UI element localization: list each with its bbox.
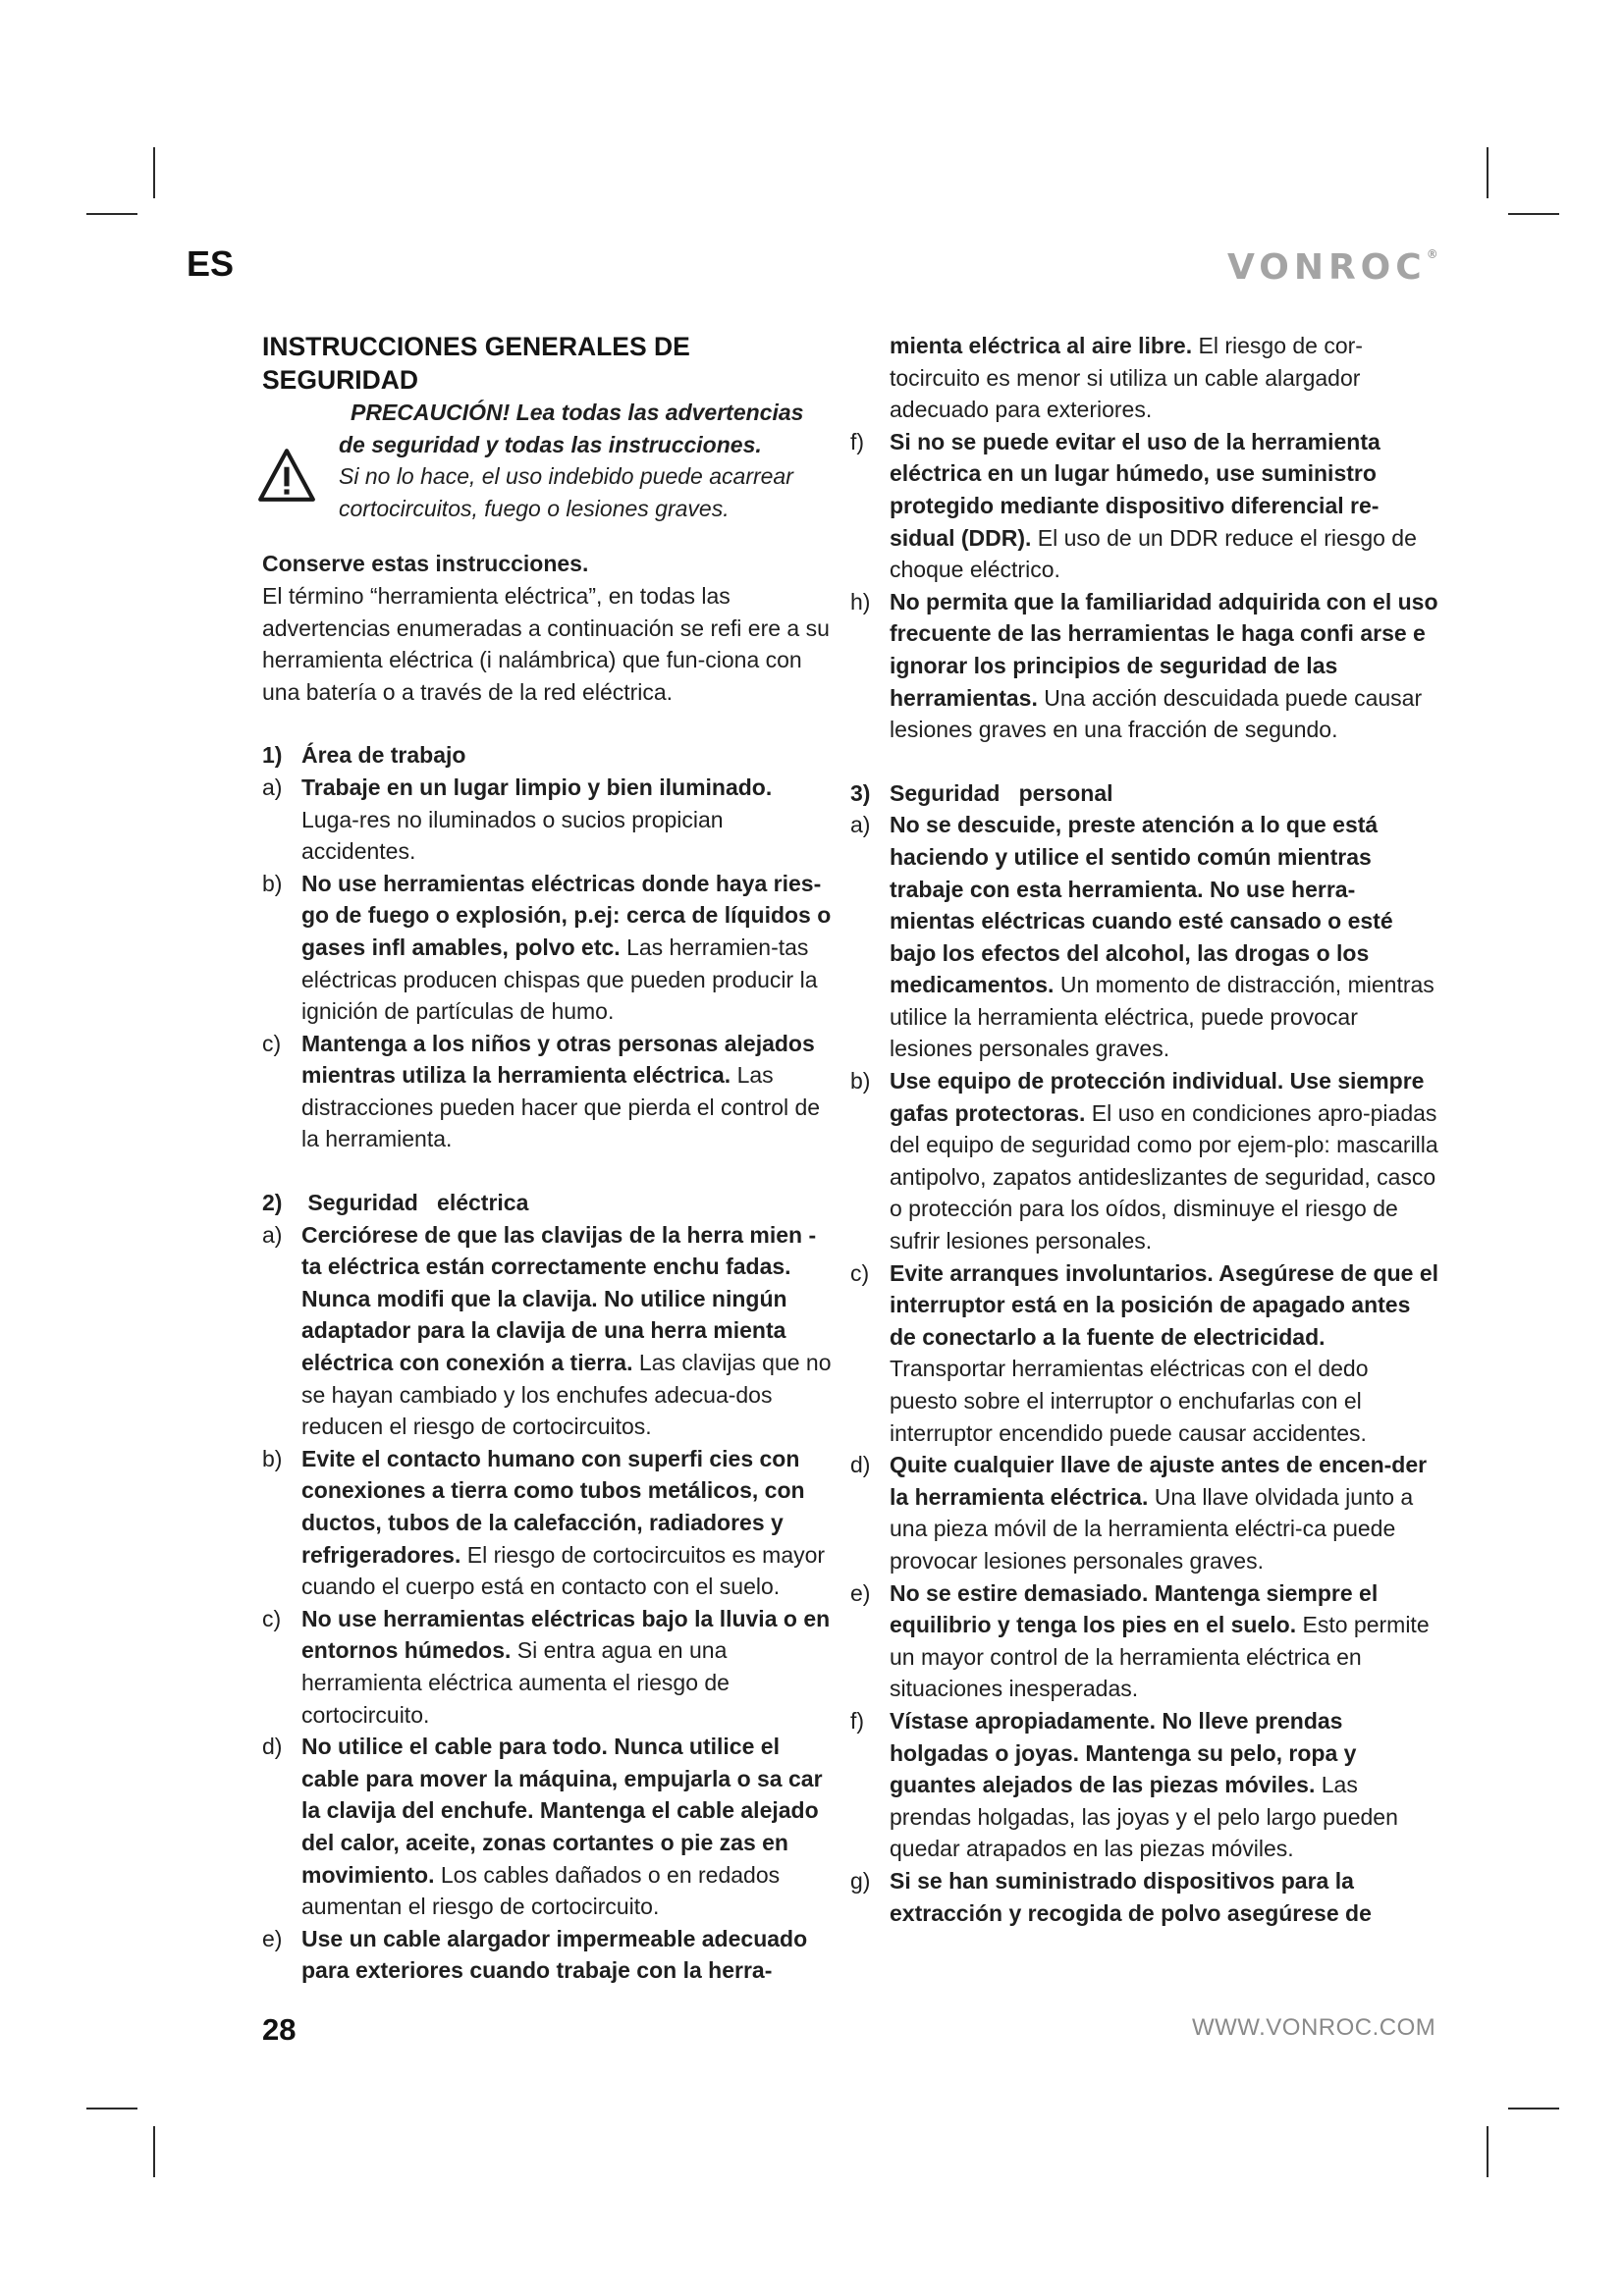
list-item: c) Evite arranques involuntarios. Asegúrese de que el interruptor está en la posición de apagado antes de conectarlo a la fuente de electricidad. Transportar herramientas eléctricas con el dedo puesto sobre el interruptor o enchufarlas con el interruptor encendido puede causar accidentes. — [850, 1259, 1438, 1446]
list-item: h) No permita que la familiaridad adquirida con el uso frecuente de las herramientas le haga confi arse e ignorar los principios de seguridad de las herramientas. Una acción descuidada puede causar lesiones graves en una fracción de segundo. — [850, 588, 1438, 743]
warning-detail-2: cortocircuitos, fuego o lesiones graves. — [339, 495, 730, 521]
list-item: b) No use herramientas eléctricas donde haya ries-go de fuego o explosión, p.ej: cerca de líquidos o gases infl amables, polvo etc. Las herramien-tas eléctricas producen chispas que pueden producir la ignición de partículas de humo. — [262, 870, 832, 1025]
crop-mark — [1487, 2126, 1489, 2177]
warning-triangle-icon — [256, 446, 317, 505]
list-item: b) Evite el contacto humano con superfi cies con conexiones a tierra como tubos metálicos, con ductos, tubos de la calefacción, radiadores y refrigeradores. El riesgo de cortocircuitos es mayor cuando el cuerpo está en contacto con el suelo. — [262, 1445, 826, 1600]
language-code: ES — [187, 243, 235, 284]
keep-instructions: Conserve estas instrucciones. — [262, 551, 589, 577]
list-item: a) No se descuide, preste atención a lo que está haciendo y utilice el sentido común mientras trabaje con esta herramienta. No use herra-mientas eléctricas cuando esté cansado o esté bajo los efectos del alcohol, las drogas o los medicamentos. Un momento de distracción, mientras utilice la herramienta eléctrica, puede provocar lesiones personales graves. — [850, 812, 1435, 1062]
page-number: 28 — [262, 2012, 297, 2047]
list-item: c) Mantenga a los niños y otras personas alejados mientras utiliza la herramienta eléctrica. Las distracciones pueden hacer que pierda el control de la herramienta. — [262, 1030, 821, 1152]
section-heading-1: 1) Área de trabajo — [262, 742, 466, 769]
website-url: WWW.VONROC.COM — [1192, 2014, 1436, 2041]
list-item: g) Si se han suministrado dispositivos para la extracción y recogida de polvo asegúrese de — [850, 1867, 1372, 1926]
brand-name: VONROC — [1227, 247, 1427, 288]
brand-logo — [1227, 247, 1438, 288]
list-item: f) Vístase apropiadamente. No lleve prendas holgadas o joyas. Mantenga su pelo, ropa y guantes alejados de las piezas móviles. Las prendas holgadas, las joyas y el pelo largo pueden quedar atrapados en las piezas móviles. — [850, 1707, 1398, 1862]
list-item-continuation: mienta eléctrica al aire libre. El riesgo de cor-tocircuito es menor si utiliza un cable alargador adecuado para exteriores. — [890, 333, 1363, 423]
section-heading-2: 2) Seguridad eléctrica — [262, 1190, 529, 1216]
intro-paragraph: El término “herramienta eléctrica”, en todas las advertencias enumeradas a continuación se refi ere a su herramienta eléctrica (i nalámbrica) que fun-ciona con una batería o a través de la red eléctrica. — [262, 582, 830, 705]
crop-mark — [1487, 147, 1489, 198]
crop-mark — [86, 213, 137, 215]
crop-mark — [153, 147, 155, 198]
right-column — [850, 330, 1439, 1929]
list-item: b) Use equipo de protección individual. Use siempre gafas protectoras. El uso en condiciones apro-piadas del equipo de seguridad como por ejem-plo: mascarilla antipolvo, zapatos antideslizantes de seguridad, casco o protección para los oídos, disminuye el riesgo de sufrir lesiones personales. — [850, 1068, 1438, 1255]
list-item: a) Trabaje en un lugar limpio y bien iluminado. Luga-res no iluminados o sucios propician accidentes. — [262, 774, 773, 865]
list-item: d) No utilice el cable para todo. Nunca utilice el cable para mover la máquina, empujarla o sa car la clavija del enchufe. Mantenga el cable alejado del calor, aceite, zonas cortantes o pie zas en movimiento. Los cables dañados o en redados aumentan el riesgo de cortocircuito. — [262, 1734, 823, 1920]
warning-text — [339, 397, 803, 524]
crop-mark — [1508, 2108, 1559, 2109]
crop-mark — [86, 2108, 137, 2109]
list-item: d) Quite cualquier llave de ajuste antes de encen-der la herramienta eléctrica. Una llave olvidada junto a una pieza móvil de la herramienta eléctri-ca puede provocar lesiones personales graves. — [850, 1452, 1428, 1574]
trademark-symbol: ® — [1426, 247, 1438, 261]
list-item: e) No se estire demasiado. Mantenga siempre el equilibrio y tenga los pies en el suelo. Esto permite un mayor control de la herramienta eléctrica en situaciones inesperadas. — [850, 1579, 1430, 1702]
warning-heading: PRECAUCIÓN! Lea todas las advertencias — [351, 400, 804, 425]
crop-mark — [1508, 213, 1559, 215]
list-item: c) No use herramientas eléctricas bajo la lluvia o en entornos húmedos. Si entra agua en una herramienta eléctrica aumenta el riesgo de cortocircuito. — [262, 1605, 831, 1728]
left-column — [262, 330, 832, 1987]
list-item: f) Si no se puede evitar el uso de la herramienta eléctrica en un lugar húmedo, use suministro protegido mediante dispositivo diferencial re-sidual (DDR). El uso de un DDR reduce el riesgo de choque eléctrico. — [850, 428, 1417, 583]
page-title: INSTRUCCIONES GENERALES DE SEGURIDAD — [262, 332, 690, 395]
warning-block — [262, 397, 832, 524]
warning-heading-2: de seguridad y todas las instrucciones. — [339, 431, 762, 457]
crop-mark — [153, 2126, 155, 2177]
warning-detail: Si no lo hace, el uso indebido puede acarrear — [339, 463, 793, 490]
list-item: e) Use un cable alargador impermeable adecuado para exteriores cuando trabaje con la herra- — [262, 1925, 808, 1984]
section-heading-3: 3) Seguridad personal — [850, 779, 1113, 806]
list-item: a) Cerciórese de que las clavijas de la herra mien - ta eléctrica están correctamente enchu fadas. Nunca modifi que la clavija. No utilice ningún adaptador para la clavija de una herra mienta eléctrica con conexión a tierra. Las clavijas que no se hayan cambiado y los enchufes adecua-dos reducen el riesgo de cortocircuitos. — [262, 1221, 832, 1440]
